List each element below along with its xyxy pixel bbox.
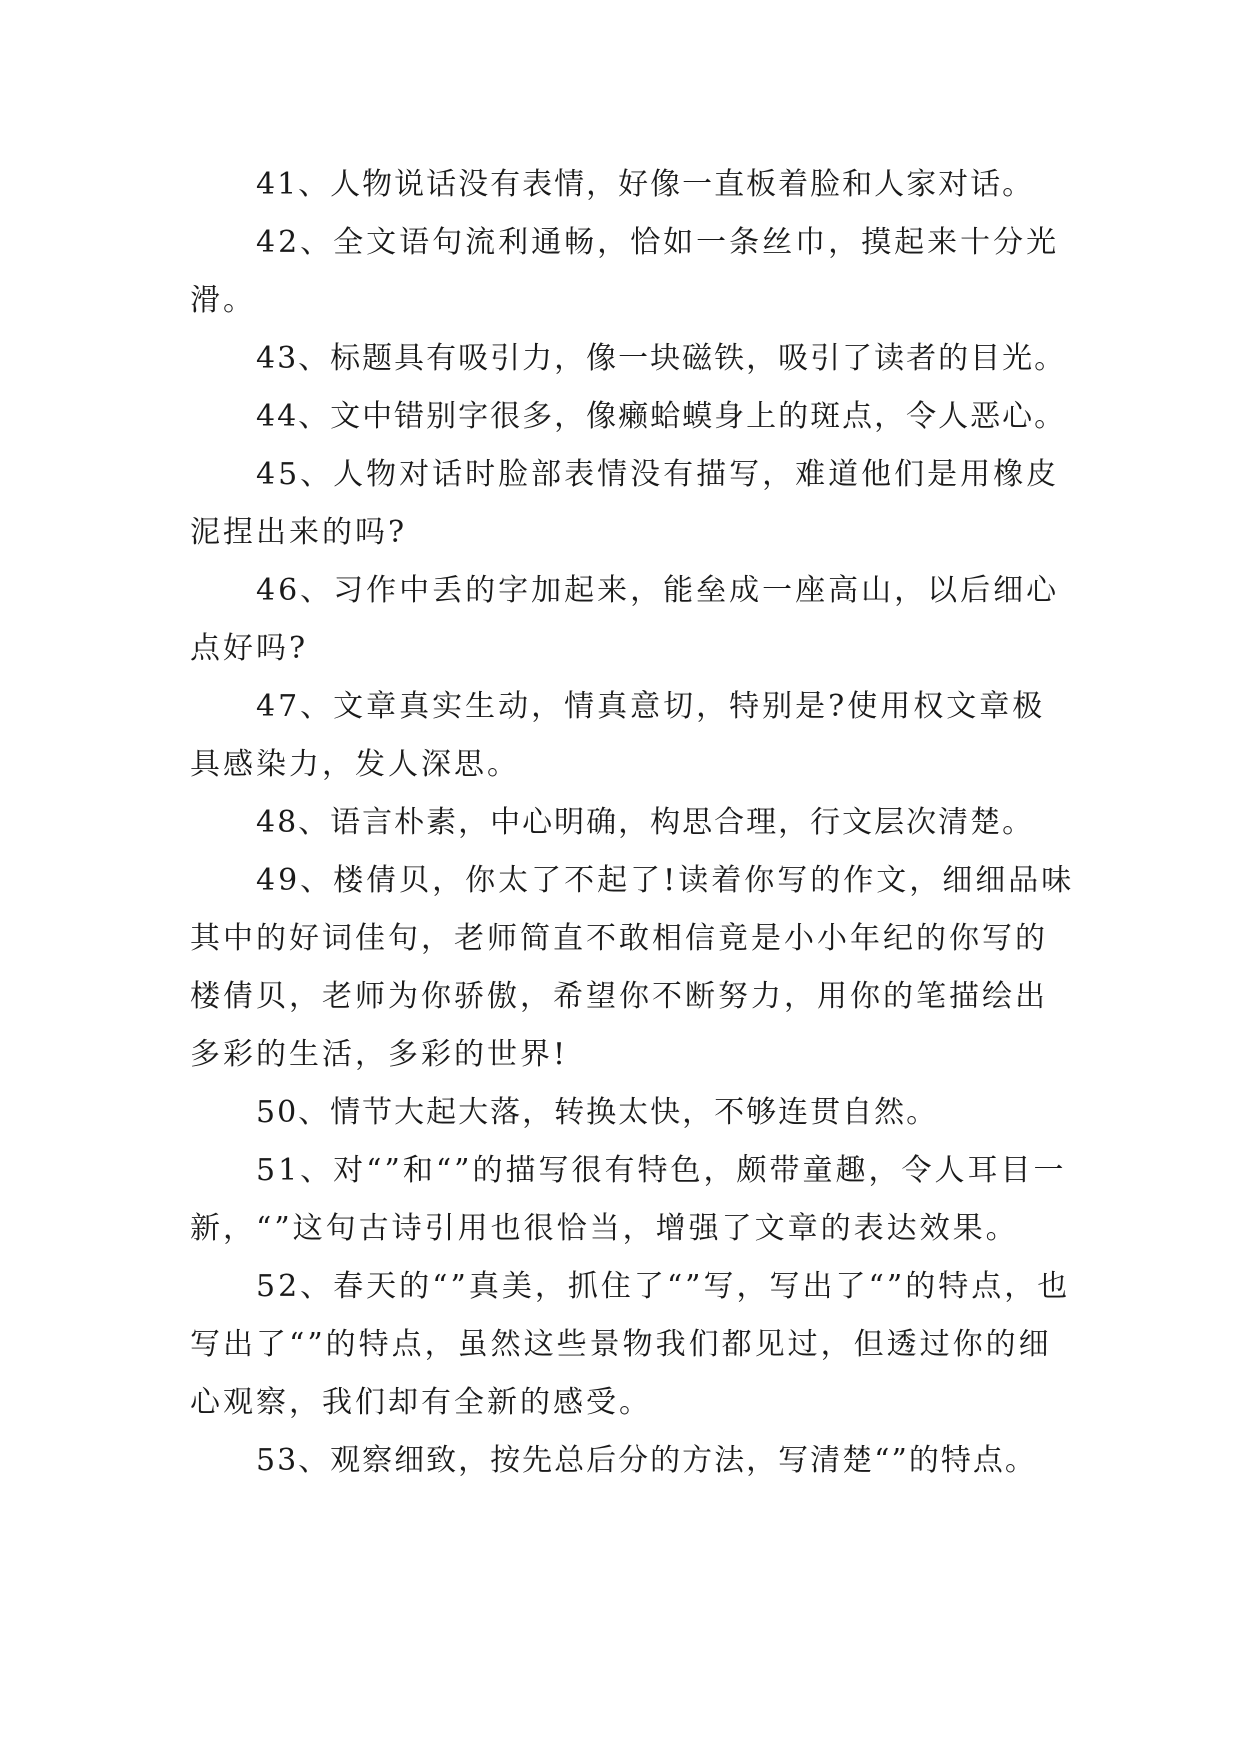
comment-43: 43、标题具有吸引力，像一块磁铁，吸引了读者的目光。 <box>256 341 1067 376</box>
comment-46: 46、习作中丢的字加起来，能垒成一座高山，以后细心点好吗? <box>190 573 1060 666</box>
comment-44: 44、文中错别字很多，像癞蛤蟆身上的斑点，令人恶心。 <box>256 399 1067 434</box>
comment-51: 51、对“”和“”的描写很有特色，颇带童趣，令人耳目一新，“”这句古诗引用也很恰当，增强了文章的表达效果。 <box>190 1153 1067 1246</box>
comment-41: 41、人物说话没有表情，好像一直板着脸和人家对话。 <box>256 167 1035 202</box>
comment-42: 42、全文语句流利通畅，恰如一条丝巾，摸起来十分光滑。 <box>190 225 1060 318</box>
comment-53: 53、观察细致，按先总后分的方法，写清楚“”的特点。 <box>256 1443 1037 1478</box>
comment-49: 49、楼倩贝，你太了不起了!读着你写的作文，细细品味其中的好词佳句，老师简直不敢相信竟是小小年纪的你写的楼倩贝，老师为你骄傲，希望你不断努力，用你的笔描绘出多彩的生活，多彩的世界! <box>190 863 1075 1072</box>
comment-50: 50、情节大起大落，转换太快，不够连贯自然。 <box>256 1095 939 1130</box>
comment-48: 48、语言朴素，中心明确，构思合理，行文层次清楚。 <box>256 805 1035 840</box>
comment-52: 52、春天的“”真美，抓住了“”写，写出了“”的特点，也写出了“”的特点，虽然这些景物我们都见过，但透过你的细心观察，我们却有全新的感受。 <box>190 1269 1071 1420</box>
comment-45: 45、人物对话时脸部表情没有描写，难道他们是用橡皮泥捏出来的吗? <box>190 457 1060 550</box>
document-body <box>190 156 1075 1490</box>
comment-47: 47、文章真实生动，情真意切，特别是?使用权文章极具感染力，发人深思。 <box>190 689 1046 782</box>
